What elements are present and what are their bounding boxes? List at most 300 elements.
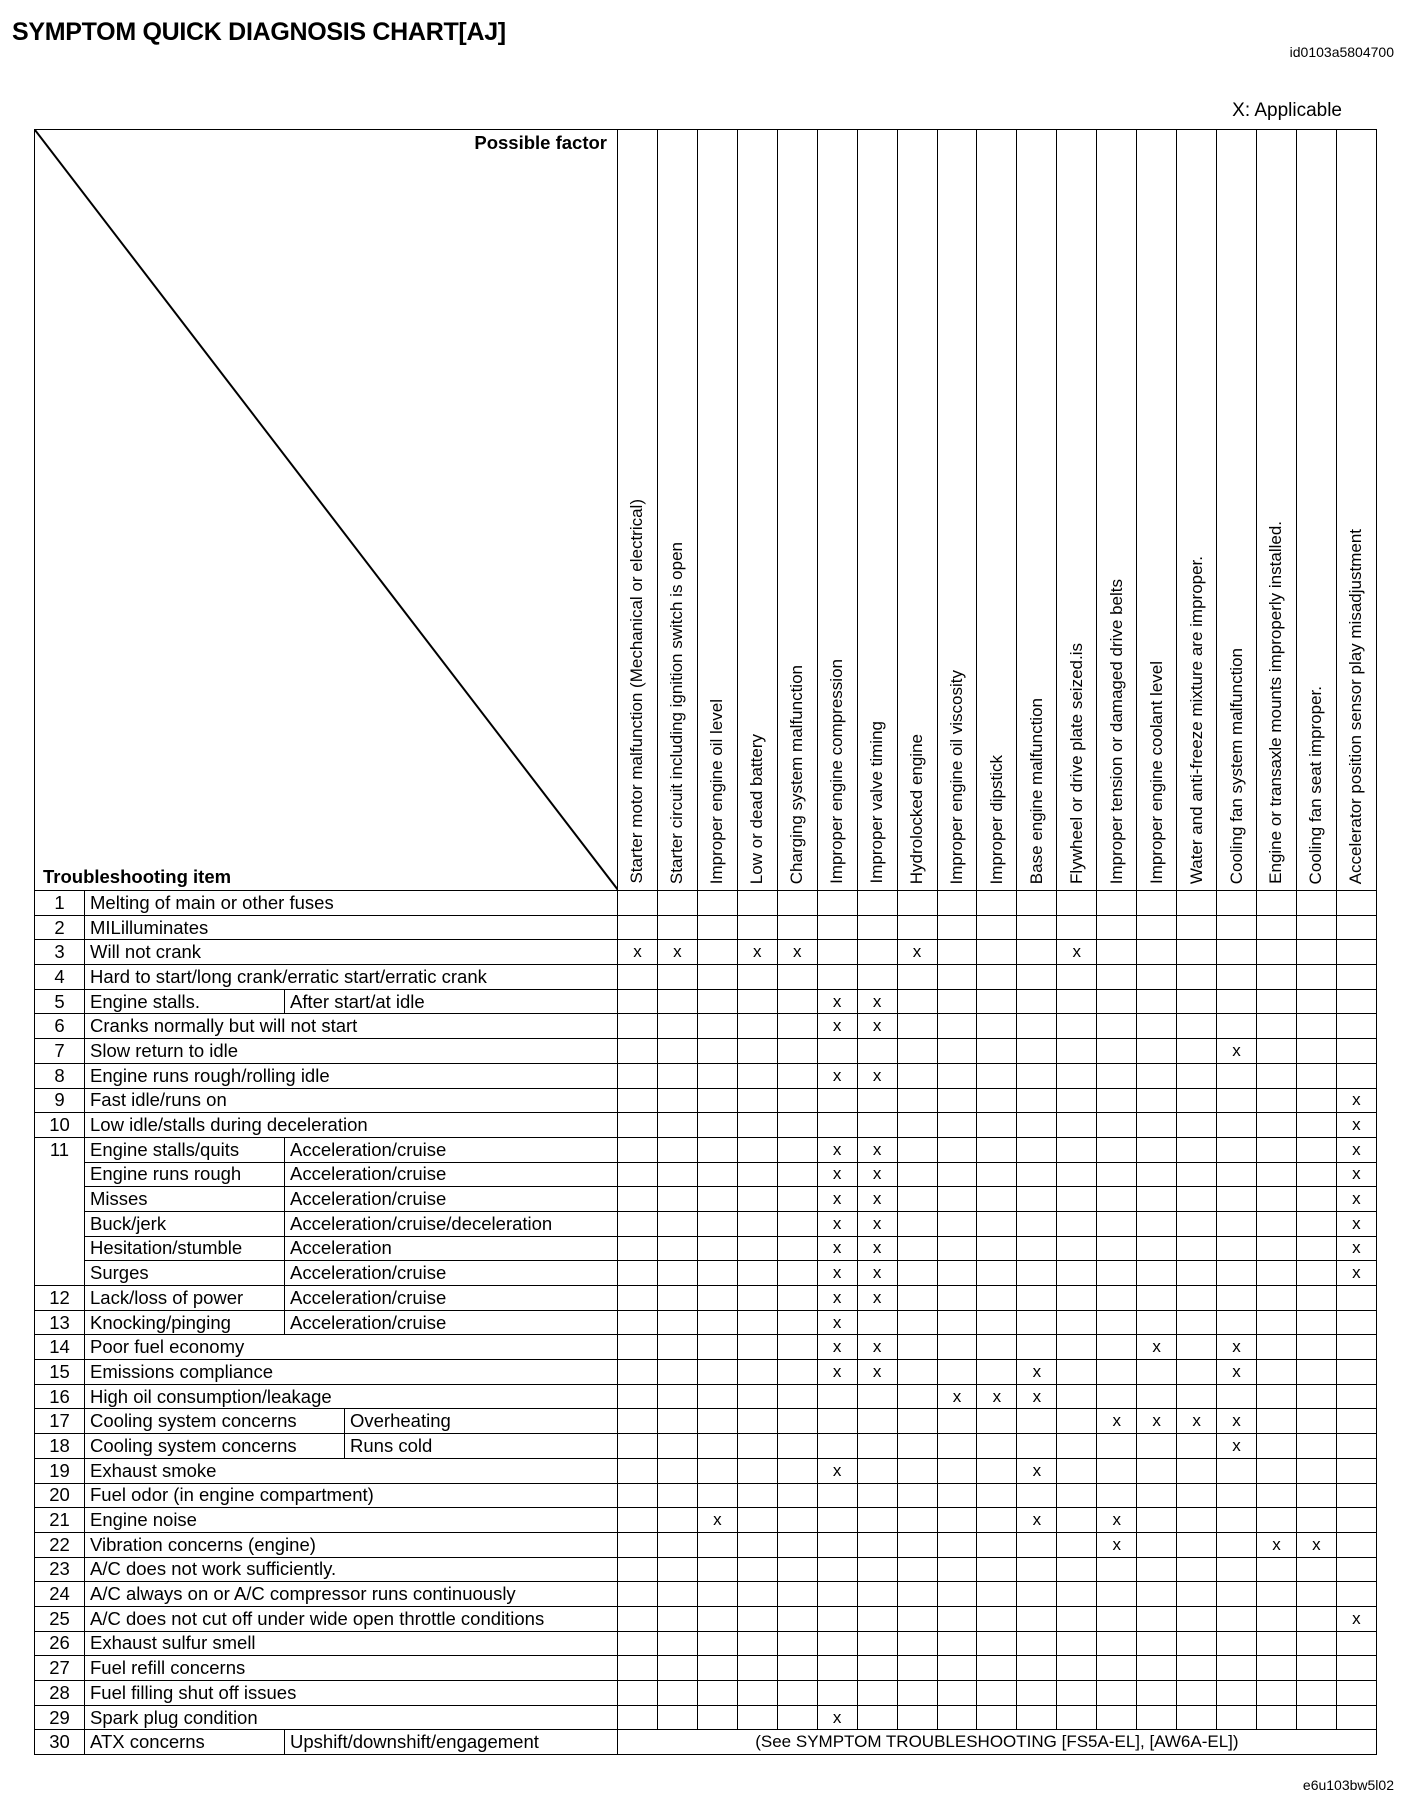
factor-cell [1257, 1236, 1297, 1261]
factor-cell [697, 1384, 737, 1409]
factor-cell [618, 915, 658, 940]
factor-cell [857, 1557, 897, 1582]
factor-cell [1057, 1681, 1097, 1706]
factor-cell [857, 940, 897, 965]
troubleshooting-item: Surges [85, 1261, 285, 1286]
factor-cell [777, 1409, 817, 1434]
factor-cell [657, 989, 697, 1014]
factor-header [1097, 130, 1137, 891]
factor-cell [1296, 1162, 1336, 1187]
factor-cell [737, 1434, 777, 1459]
factor-cell [697, 1039, 737, 1064]
factor-cell [1257, 1014, 1297, 1039]
factor-cell [618, 1656, 658, 1681]
factor-cell [1017, 1261, 1057, 1286]
factor-cell [1177, 1162, 1217, 1187]
factor-cell [737, 1113, 777, 1138]
factor-cell [977, 1582, 1017, 1607]
factor-cell [1057, 1631, 1097, 1656]
factor-cell [1057, 1384, 1097, 1409]
factor-cell [1177, 989, 1217, 1014]
factor-cell [1017, 915, 1057, 940]
factor-cell [618, 1113, 658, 1138]
factor-cell [1296, 1384, 1336, 1409]
factor-cell [1217, 1286, 1257, 1311]
factor-cell [977, 1705, 1017, 1730]
factor-cell [857, 915, 897, 940]
factor-cell [1177, 1286, 1217, 1311]
factor-cell [1057, 1310, 1097, 1335]
factor-cell [1017, 1137, 1057, 1162]
factor-label: Improper engine compression [827, 659, 847, 884]
factor-cell [1296, 1458, 1336, 1483]
factor-cell [1057, 1236, 1097, 1261]
factor-cell [937, 940, 977, 965]
applicable-mark: x [1336, 1162, 1376, 1187]
factor-label: Low or dead battery [747, 733, 767, 884]
factor-cell [857, 1532, 897, 1557]
factor-cell [897, 1211, 937, 1236]
applicable-mark: x [697, 1508, 737, 1533]
factor-cell [1217, 1705, 1257, 1730]
factor-cell [977, 1310, 1017, 1335]
factor-cell [897, 989, 937, 1014]
factor-cell [1296, 1705, 1336, 1730]
factor-cell [897, 1286, 937, 1311]
factor-cell [1017, 1483, 1057, 1508]
factor-cell [1097, 1187, 1137, 1212]
factor-cell [897, 1360, 937, 1385]
table-row [35, 1014, 1377, 1039]
factor-cell [618, 1088, 658, 1113]
factor-cell [1097, 1014, 1137, 1039]
factor-cell [1296, 1137, 1336, 1162]
row-number: 7 [35, 1039, 85, 1064]
applicable-mark: x [817, 1014, 857, 1039]
factor-cell [897, 1162, 937, 1187]
factor-cell [697, 1063, 737, 1088]
factor-cell [777, 1483, 817, 1508]
row-number [35, 1162, 85, 1187]
factor-cell [1296, 1063, 1336, 1088]
factor-cell [897, 1335, 937, 1360]
factor-cell [1217, 1582, 1257, 1607]
factor-cell [937, 1606, 977, 1631]
factor-cell [897, 1631, 937, 1656]
factor-cell [1257, 1409, 1297, 1434]
factor-label: Water and anti-freeze mixture are improper. [1186, 555, 1206, 884]
table-row [35, 1508, 1377, 1533]
factor-cell [777, 1360, 817, 1385]
troubleshooting-item-label: Troubleshooting item [43, 866, 232, 887]
applicable-mark: x [657, 940, 697, 965]
factor-cell [777, 1508, 817, 1533]
troubleshooting-item: ATX concerns [85, 1730, 285, 1755]
factor-cell [1336, 1705, 1376, 1730]
table-row [35, 1088, 1377, 1113]
factor-cell [937, 915, 977, 940]
factor-cell [1336, 1557, 1376, 1582]
factor-cell [1057, 1039, 1097, 1064]
factor-cell [737, 1384, 777, 1409]
applicable-mark: x [817, 1211, 857, 1236]
troubleshooting-item: Misses [85, 1187, 285, 1212]
factor-cell [817, 1384, 857, 1409]
factor-cell [697, 940, 737, 965]
troubleshooting-item: Cranks normally but will not start [85, 1014, 618, 1039]
factor-cell [1296, 1261, 1336, 1286]
factor-cell [697, 989, 737, 1014]
row-number: 17 [35, 1409, 85, 1434]
factor-cell [1296, 1088, 1336, 1113]
factor-cell [1137, 1434, 1177, 1459]
factor-cell [937, 965, 977, 990]
factor-cell [857, 1409, 897, 1434]
condition: Runs cold [345, 1434, 618, 1459]
troubleshooting-item: Will not crank [85, 940, 618, 965]
table-row [35, 1730, 1377, 1755]
factor-cell [1097, 915, 1137, 940]
factor-cell [1336, 1508, 1376, 1533]
factor-cell [1057, 1187, 1097, 1212]
applicable-mark: x [817, 1360, 857, 1385]
factor-cell [1097, 1039, 1137, 1064]
factor-cell [618, 1582, 658, 1607]
factor-cell [937, 1409, 977, 1434]
factor-cell [737, 1187, 777, 1212]
factor-cell [618, 1705, 658, 1730]
factor-cell [1057, 989, 1097, 1014]
factor-cell [737, 1483, 777, 1508]
factor-cell [1336, 915, 1376, 940]
row-number: 20 [35, 1483, 85, 1508]
row-number: 27 [35, 1656, 85, 1681]
table-row [35, 940, 1377, 965]
factor-cell [1057, 965, 1097, 990]
factor-header [897, 130, 937, 891]
condition: Overheating [345, 1409, 618, 1434]
factor-cell [977, 1606, 1017, 1631]
applicable-mark: x [1257, 1532, 1297, 1557]
factor-cell [1177, 1606, 1217, 1631]
row-number: 2 [35, 915, 85, 940]
factor-cell [618, 1039, 658, 1064]
factor-cell [857, 1113, 897, 1138]
table-row [35, 1458, 1377, 1483]
factor-cell [977, 1286, 1017, 1311]
row-number: 18 [35, 1434, 85, 1459]
factor-cell [817, 965, 857, 990]
troubleshooting-item: Cooling system concerns [85, 1434, 345, 1459]
factor-cell [657, 1162, 697, 1187]
factor-cell [1017, 1409, 1057, 1434]
table-row [35, 965, 1377, 990]
factor-cell [618, 1014, 658, 1039]
factor-cell [1017, 1014, 1057, 1039]
factor-cell [1017, 1187, 1057, 1212]
factor-cell [1137, 1483, 1177, 1508]
factor-cell [1217, 989, 1257, 1014]
row-number: 3 [35, 940, 85, 965]
factor-cell [657, 1606, 697, 1631]
factor-cell [977, 1483, 1017, 1508]
factor-cell [1057, 1532, 1097, 1557]
factor-cell [1057, 1409, 1097, 1434]
factor-cell [1017, 1039, 1057, 1064]
applicable-mark: x [817, 1458, 857, 1483]
factor-cell [897, 1137, 937, 1162]
row-number: 10 [35, 1113, 85, 1138]
factor-cell [737, 1286, 777, 1311]
factor-cell [657, 1360, 697, 1385]
factor-cell [937, 1063, 977, 1088]
factor-cell [1177, 1434, 1217, 1459]
factor-cell [1177, 1557, 1217, 1582]
factor-cell [857, 1483, 897, 1508]
applicable-mark: x [817, 1335, 857, 1360]
factor-cell [737, 1162, 777, 1187]
factor-cell [937, 1532, 977, 1557]
factor-cell [1057, 1606, 1097, 1631]
factor-cell [1177, 1335, 1217, 1360]
factor-cell [697, 1582, 737, 1607]
factor-cell [1217, 1137, 1257, 1162]
factor-cell [1296, 1582, 1336, 1607]
factor-cell [1137, 1187, 1177, 1212]
factor-cell [657, 1631, 697, 1656]
factor-cell [1177, 1261, 1217, 1286]
applicable-mark: x [1336, 1088, 1376, 1113]
factor-cell [1057, 915, 1097, 940]
factor-cell [937, 1014, 977, 1039]
factor-cell [937, 1508, 977, 1533]
factor-cell [1017, 1681, 1057, 1706]
factor-cell [1057, 1063, 1097, 1088]
factor-cell [1097, 1434, 1137, 1459]
factor-cell [817, 1656, 857, 1681]
factor-cell [1257, 1137, 1297, 1162]
troubleshooting-item: Engine noise [85, 1508, 618, 1533]
factor-cell [937, 1360, 977, 1385]
factor-cell [1177, 1458, 1217, 1483]
factor-cell [1137, 1656, 1177, 1681]
factor-cell [618, 1360, 658, 1385]
factor-cell [1017, 1310, 1057, 1335]
factor-cell [857, 1458, 897, 1483]
factor-cell [697, 1606, 737, 1631]
factor-cell [1257, 1088, 1297, 1113]
factor-cell [897, 1236, 937, 1261]
factor-cell [777, 1384, 817, 1409]
row-number: 30 [35, 1730, 85, 1755]
factor-cell [1296, 1236, 1336, 1261]
row-number: 22 [35, 1532, 85, 1557]
applicable-mark: x [857, 1014, 897, 1039]
factor-cell [1097, 891, 1137, 916]
applicable-mark: x [817, 1162, 857, 1187]
factor-cell [897, 1063, 937, 1088]
factor-cell [977, 1162, 1017, 1187]
factor-cell [937, 1434, 977, 1459]
factor-cell [817, 1483, 857, 1508]
factor-label: Cooling fan seat improper. [1306, 685, 1326, 884]
troubleshooting-item: A/C does not work sufficiently. [85, 1557, 618, 1582]
factor-cell [1257, 1187, 1297, 1212]
factor-cell [1137, 1606, 1177, 1631]
table-row [35, 1606, 1377, 1631]
factor-cell [857, 1434, 897, 1459]
factor-cell [1296, 1656, 1336, 1681]
factor-cell [817, 1631, 857, 1656]
factor-cell [1097, 1557, 1137, 1582]
factor-cell [777, 1310, 817, 1335]
factor-cell [1057, 1483, 1097, 1508]
factor-cell [1296, 915, 1336, 940]
factor-cell [937, 1088, 977, 1113]
factor-cell [897, 1508, 937, 1533]
factor-cell [1177, 1532, 1217, 1557]
factor-cell [1257, 1508, 1297, 1533]
factor-header [857, 130, 897, 891]
factor-cell [697, 1483, 737, 1508]
row-number: 23 [35, 1557, 85, 1582]
table-row [35, 1039, 1377, 1064]
applicable-mark: x [857, 1360, 897, 1385]
factor-cell [857, 1384, 897, 1409]
applicable-mark: x [857, 1236, 897, 1261]
troubleshooting-item: Hard to start/long crank/erratic start/erratic crank [85, 965, 618, 990]
factor-cell [1336, 1532, 1376, 1557]
applicable-mark: x [777, 940, 817, 965]
factor-cell [777, 1236, 817, 1261]
condition: Acceleration [285, 1236, 618, 1261]
factor-cell [1177, 1360, 1217, 1385]
troubleshooting-item: A/C does not cut off under wide open throttle conditions [85, 1606, 618, 1631]
factor-cell [777, 1582, 817, 1607]
applicable-mark: x [1217, 1039, 1257, 1064]
factor-cell [618, 1211, 658, 1236]
applicable-mark: x [1097, 1532, 1137, 1557]
row-number: 25 [35, 1606, 85, 1631]
table-row [35, 915, 1377, 940]
factor-cell [657, 1434, 697, 1459]
factor-cell [697, 1187, 737, 1212]
factor-cell [1257, 1582, 1297, 1607]
factor-cell [937, 989, 977, 1014]
factor-label: Improper engine coolant level [1146, 660, 1166, 884]
factor-cell [1017, 1063, 1057, 1088]
applicable-mark: x [817, 1187, 857, 1212]
factor-cell [777, 915, 817, 940]
factor-cell [657, 1310, 697, 1335]
factor-cell [977, 1360, 1017, 1385]
factor-cell [897, 1606, 937, 1631]
factor-cell [1257, 891, 1297, 916]
factor-cell [857, 965, 897, 990]
troubleshooting-item: Low idle/stalls during deceleration [85, 1113, 618, 1138]
factor-cell [737, 1014, 777, 1039]
factor-cell [977, 1409, 1017, 1434]
footer-image-id: e6u103bw5l02 [1302, 1777, 1394, 1793]
factor-cell [1257, 1384, 1297, 1409]
factor-cell [1336, 1434, 1376, 1459]
applicable-mark: x [1017, 1360, 1057, 1385]
applicable-mark: x [817, 1705, 857, 1730]
factor-cell [1057, 1088, 1097, 1113]
factor-cell [1217, 940, 1257, 965]
applicable-mark: x [857, 1335, 897, 1360]
factor-cell [1097, 1360, 1137, 1385]
factor-cell [1017, 891, 1057, 916]
factor-cell [737, 1656, 777, 1681]
factor-label: Starter motor malfunction (Mechanical or electrical) [627, 499, 647, 884]
factor-cell [1296, 1508, 1336, 1533]
factor-cell [937, 1261, 977, 1286]
troubleshooting-item: High oil consumption/leakage [85, 1384, 618, 1409]
factor-cell [618, 1236, 658, 1261]
factor-cell [1217, 1211, 1257, 1236]
factor-cell [937, 1483, 977, 1508]
factor-cell [1336, 1631, 1376, 1656]
table-row [35, 1409, 1377, 1434]
factor-cell [977, 1335, 1017, 1360]
row-number: 14 [35, 1335, 85, 1360]
factor-cell [1296, 989, 1336, 1014]
factor-header [1336, 130, 1376, 891]
applicable-mark: x [857, 1286, 897, 1311]
factor-cell [1097, 1656, 1137, 1681]
factor-cell [657, 1088, 697, 1113]
factor-cell [1177, 1384, 1217, 1409]
factor-cell [1257, 1162, 1297, 1187]
factor-cell [1217, 1557, 1257, 1582]
factor-cell [977, 891, 1017, 916]
factor-cell [737, 1137, 777, 1162]
factor-cell [817, 1409, 857, 1434]
factor-cell [1137, 1458, 1177, 1483]
page-title: SYMPTOM QUICK DIAGNOSIS CHART[AJ] [12, 18, 506, 46]
factor-cell [657, 1384, 697, 1409]
document-id: id0103a5804700 [1289, 44, 1394, 60]
factor-cell [657, 1211, 697, 1236]
factor-cell [618, 1458, 658, 1483]
factor-cell [1137, 1039, 1177, 1064]
applicable-mark: x [857, 1063, 897, 1088]
table-row [35, 1360, 1377, 1385]
row-number: 1 [35, 891, 85, 916]
factor-cell [1257, 1631, 1297, 1656]
factor-cell [977, 1458, 1017, 1483]
factor-cell [1257, 1705, 1297, 1730]
factor-cell [1217, 965, 1257, 990]
factor-cell [697, 1113, 737, 1138]
factor-cell [777, 1705, 817, 1730]
condition: Acceleration/cruise [285, 1162, 618, 1187]
factor-label: Improper tension or damaged drive belts [1106, 578, 1126, 884]
troubleshooting-item: Engine runs rough/rolling idle [85, 1063, 618, 1088]
factor-header [697, 130, 737, 891]
troubleshooting-item: Exhaust sulfur smell [85, 1631, 618, 1656]
factor-cell [817, 940, 857, 965]
factor-cell [1097, 1384, 1137, 1409]
factor-cell [1217, 1236, 1257, 1261]
table-row [35, 1582, 1377, 1607]
factor-cell [1177, 965, 1217, 990]
factor-header [1217, 130, 1257, 891]
factor-cell [657, 915, 697, 940]
factor-cell [1137, 1211, 1177, 1236]
factor-cell [1057, 1508, 1097, 1533]
